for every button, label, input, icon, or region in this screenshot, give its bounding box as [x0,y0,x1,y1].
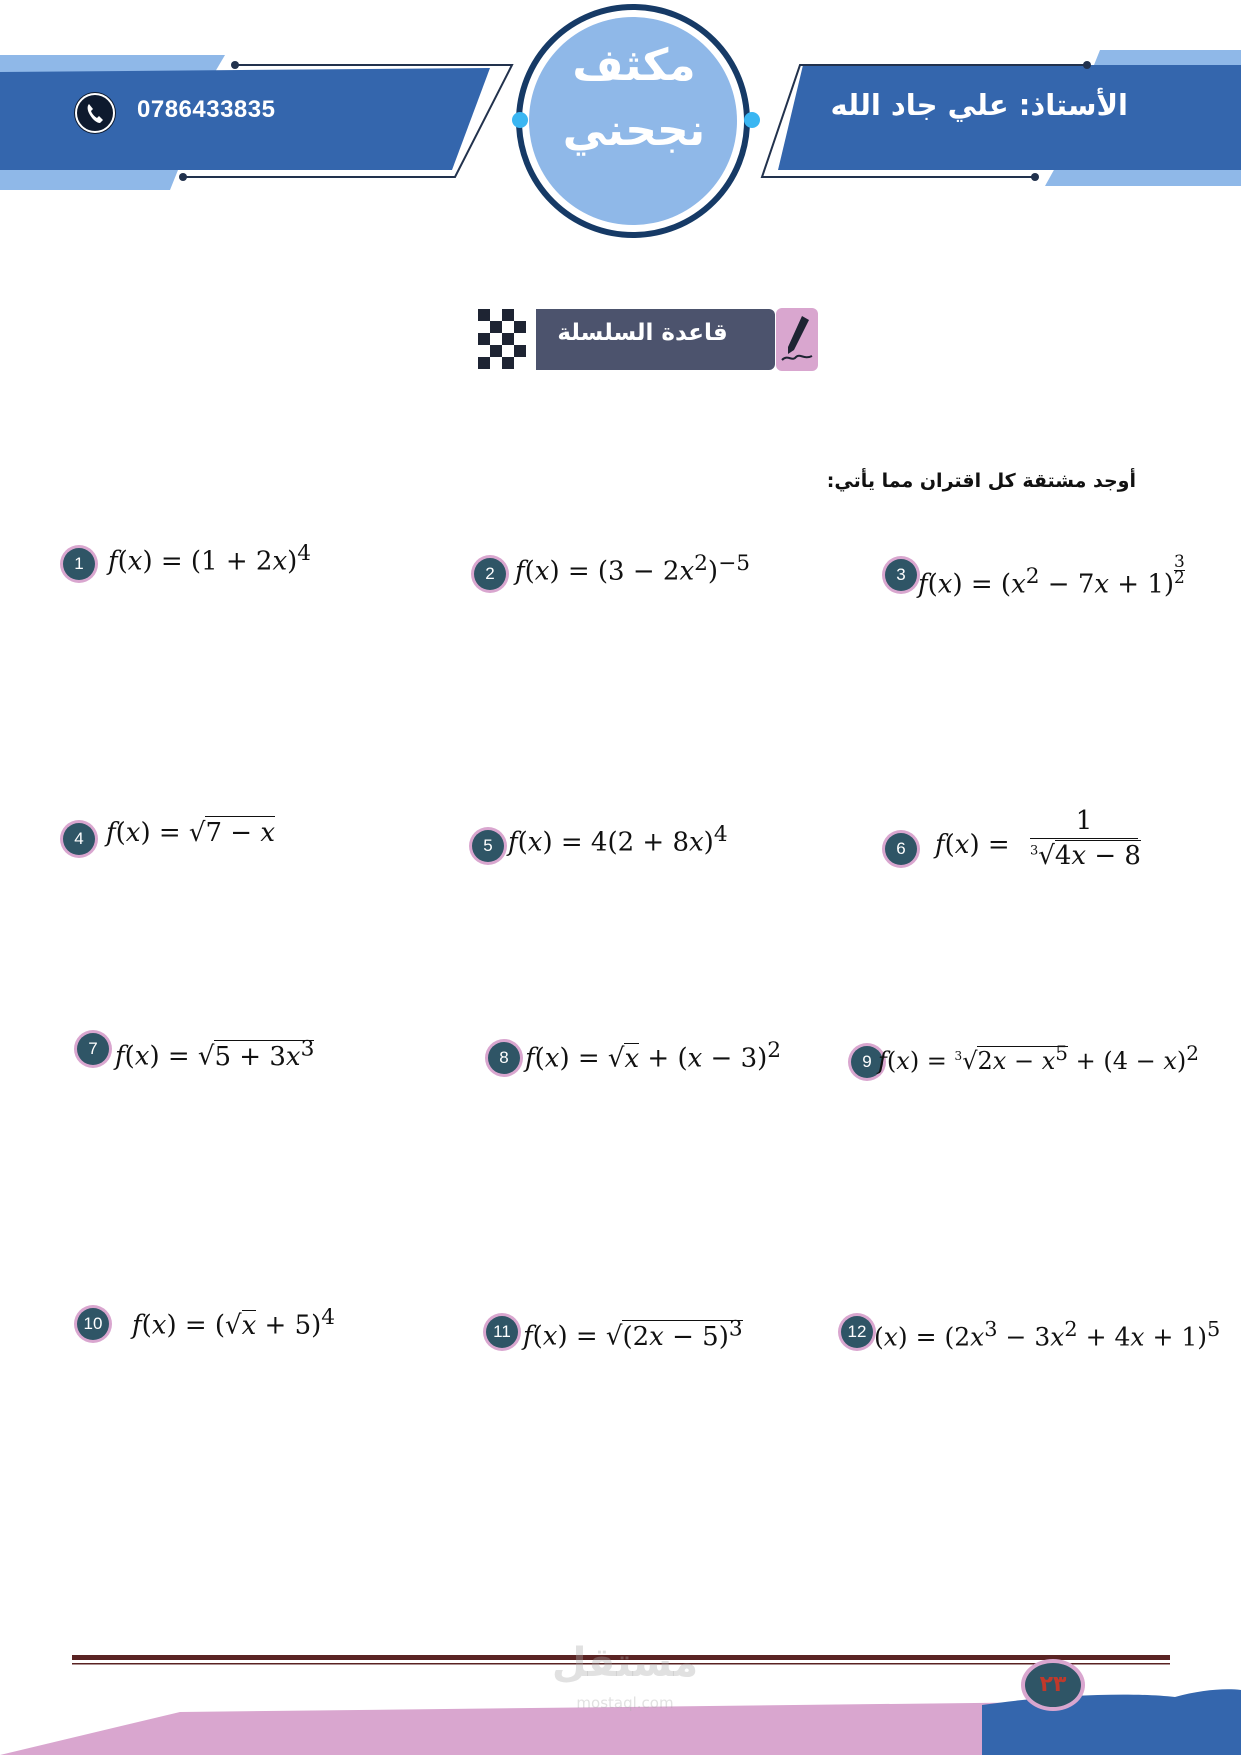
problem-number-2: 2 [474,558,506,590]
problem-9-expression: $f(x) = ^3√2x - x^5 + (4 - x)^2$ [878,1041,1199,1075]
problem-number-11: 11 [486,1316,518,1348]
problem-number-12: 12 [841,1316,873,1348]
section-title: قاعدة السلسلة [557,320,728,346]
problem-number-7: 7 [77,1033,109,1065]
problem-8-expression: $f(x) = √x + (x - 3)^2$ [525,1038,782,1074]
problem-number-6: 6 [885,833,917,865]
watermark-sub: mostaql.com [576,1694,674,1712]
problem-5-expression: $f(x) = 4(2 + 8x)^4$ [508,822,728,858]
problem-4-expression: f(x) = √7 − x [106,818,276,848]
problem-6-expression: f(x) = [935,830,1010,860]
problem-number-4: 4 [63,823,95,855]
problem-6-fraction: 1 $^3$√4x − 8 [1030,806,1141,871]
problem-number-8: 8 [488,1042,520,1074]
problem-number-5: 5 [472,830,504,862]
logo-line-2: نجحني [562,105,706,156]
pen-icon [776,308,818,371]
phone-number: 0786433835 [137,96,276,123]
problem-number-3: 3 [885,559,917,591]
watermark: مستقل [551,1640,699,1686]
logo-line-1: مكثف [572,40,696,91]
problem-number-10: 10 [77,1308,109,1340]
problem-11-expression: $f(x) = √(2x - 5)^3$ [523,1316,743,1352]
problem-2-expression: $f(x) = (3 - 2x^2)^{-5}$ [515,551,750,587]
problem-3-expression: $f(x) = (x^2 - 7x + 1)$ $^{\frac{3}{2}}$ [918,552,1185,600]
teacher-name: الأستاذ: علي جاد الله [830,88,1128,122]
instruction-text: أوجد مشتقة كل اقتران مما يأتي: [826,470,1136,492]
problem-7-expression: $f(x) = √5 + 3x^3$ [115,1036,315,1072]
problem-12-expression: $(x) = (2x^3 - 3x^2 + 4x + 1)^5$ [874,1317,1221,1352]
page-number: ٢٣ [1025,1663,1081,1707]
checkered-flag-icon [478,309,538,370]
problem-number-9: 9 [851,1046,883,1078]
problem-number-1: 1 [63,548,95,580]
problem-10-expression: $f(x) = (√x + 5)^4$ [132,1305,336,1341]
phone-icon [75,93,115,133]
problem-1-expression: $f(x) = (1 + 2x)^4$ [108,541,312,577]
